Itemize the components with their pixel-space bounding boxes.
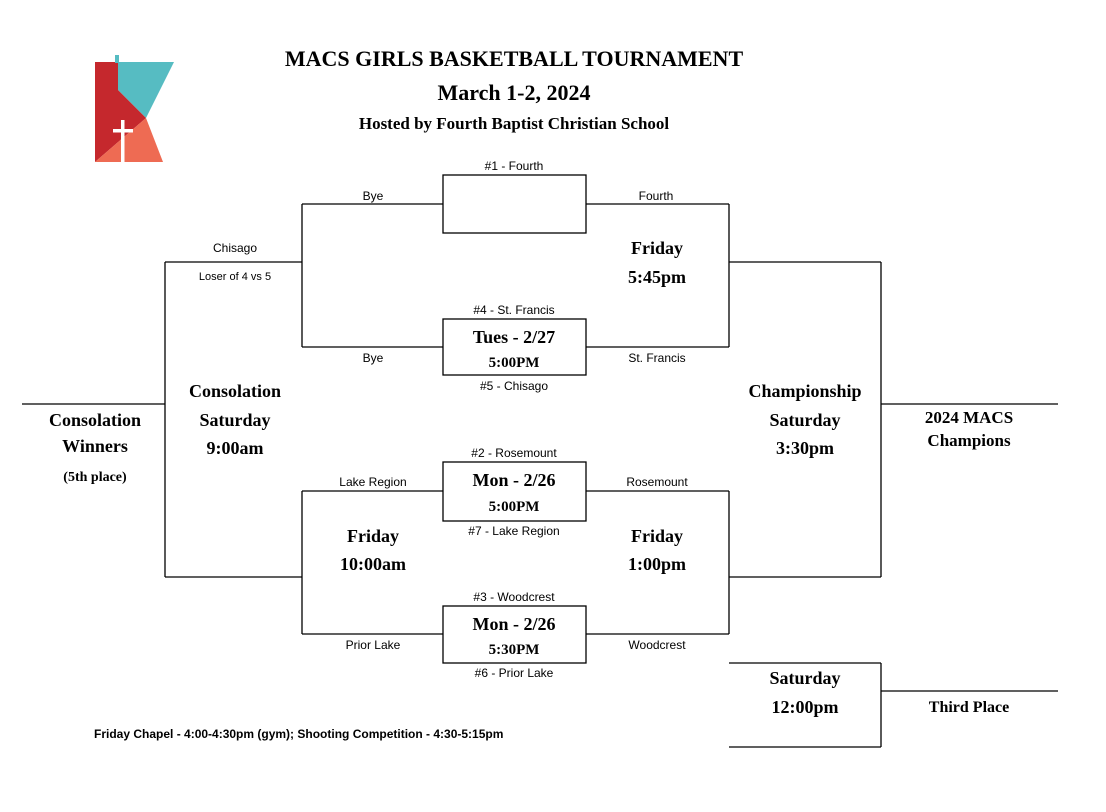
game-mon2-day: Mon - 2/26 — [472, 614, 556, 634]
prior-lake-label: Prior Lake — [345, 638, 401, 652]
semi-top-time: 5:45pm — [628, 267, 686, 287]
third-place-day: Saturday — [769, 668, 841, 688]
bye-top-label: Bye — [362, 189, 384, 203]
host-line: Hosted by Fourth Baptist Christian School — [358, 114, 670, 133]
cons-winner-line2: Winners — [62, 436, 128, 456]
third-place-time: 12:00pm — [771, 697, 839, 717]
lake-region-label: Lake Region — [339, 475, 407, 489]
game-mon1-day: Mon - 2/26 — [472, 470, 556, 490]
game-tues-day: Tues - 2/27 — [472, 327, 556, 347]
semi-top-day: Friday — [631, 238, 683, 258]
consolation-day: Saturday — [199, 410, 271, 430]
cross-icon-bar — [113, 129, 133, 133]
page-title: MACS GIRLS BASKETBALL TOURNAMENT — [284, 46, 744, 71]
cons-place-label: (5th place) — [63, 470, 127, 485]
chisago-label: Chisago — [212, 241, 258, 255]
seed-3-label: #3 - Woodcrest — [473, 590, 555, 604]
seed-2-label: #2 - Rosemount — [471, 446, 557, 460]
game-mon1-time: 5:00PM — [488, 499, 540, 515]
rosemount-label: Rosemount — [626, 475, 688, 489]
woodcrest-label: Woodcrest — [628, 638, 686, 652]
seed-6-label: #6 - Prior Lake — [474, 666, 554, 680]
game-mon2-time: 5:30PM — [488, 642, 540, 658]
championship-time: 3:30pm — [776, 438, 834, 458]
bracket-lines — [22, 175, 1058, 747]
game-tues-time: 5:00PM — [488, 355, 540, 371]
loser-note: Loser of 4 vs 5 — [198, 271, 272, 283]
school-logo — [95, 55, 174, 162]
game-box-fourth-bye — [443, 175, 586, 233]
cons-semi-day: Friday — [347, 526, 399, 546]
cons-winner-line1: Consolation — [48, 410, 142, 430]
cons-semi-time: 10:00am — [340, 554, 406, 574]
consolation-time: 9:00am — [206, 438, 264, 458]
champion-line2: Champions — [927, 431, 1011, 450]
seed-4-label: #4 - St. Francis — [473, 303, 555, 317]
seed-1-label: #1 - Fourth — [484, 159, 544, 173]
championship-title: Championship — [748, 381, 862, 401]
st-francis-label: St. Francis — [628, 351, 686, 365]
footer-note: Friday Chapel - 4:00-4:30pm (gym); Shooting Competition - 4:30-5:15pm — [94, 727, 504, 741]
championship-day: Saturday — [769, 410, 841, 430]
champion-line1: 2024 MACS — [924, 408, 1014, 427]
third-place-label: Third Place — [928, 699, 1010, 716]
consolation-title: Consolation — [188, 381, 282, 401]
tournament-dates: March 1-2, 2024 — [437, 80, 591, 105]
seed-5-label: #5 - Chisago — [479, 379, 549, 393]
semi-bottom-time: 1:00pm — [628, 554, 686, 574]
seed-7-label: #7 - Lake Region — [468, 524, 560, 538]
semi-bottom-day: Friday — [631, 526, 683, 546]
bye-bottom-label: Bye — [362, 351, 384, 365]
fourth-label: Fourth — [638, 189, 674, 203]
logo-tab — [115, 55, 119, 63]
cross-icon — [121, 120, 125, 162]
